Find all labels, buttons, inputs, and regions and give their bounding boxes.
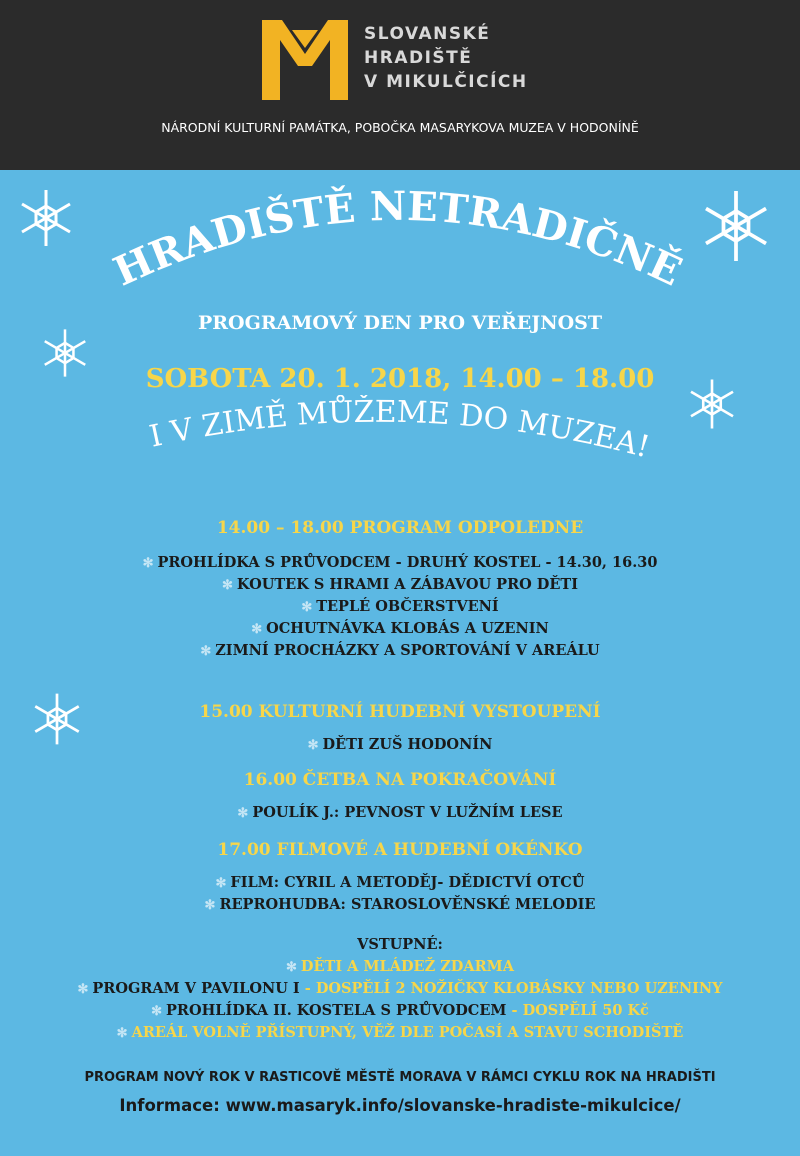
motto (0, 395, 800, 505)
snowflake-bullet-icon: ✻ (251, 622, 263, 637)
admission-line: ✻ PROGRAM V PAVILONU I - DOSPĚLÍ 2 NOŽIČKY KLOBÁSKY NEBO UZENINY (77, 980, 723, 997)
admission-line: ✻ PROHLÍDKA II. KOSTELA S PRŮVODCEM - DOSPĚLÍ 50 Kč (151, 1002, 649, 1019)
logo-line-3: V MIKULČICÍCH (364, 72, 528, 92)
list-item: ✻ ZIMNÍ PROCHÁZKY A SPORTOVÁNÍ V AREÁLU (200, 642, 600, 659)
snowflake-bullet-icon: ✻ (307, 738, 319, 753)
snowflake-bullet-icon: ✻ (221, 578, 233, 593)
series-note: PROGRAM NOVÝ ROK V RASTICOVĚ MĚSTĚ MORAVA V RÁMCI CYKLU ROK NA HRADIŠTI (84, 1070, 716, 1085)
logo-line-2: HRADIŠTĚ (364, 48, 473, 68)
section-heading: 16.00 ČETBA NA POKRAČOVÁNÍ (243, 770, 557, 790)
snowflake-bullet-icon: ✻ (77, 982, 89, 997)
svg-text:I V ZIMĚ MŮŽEME DO MUZEA! (146, 395, 653, 465)
logo-wordmark (364, 22, 528, 94)
list-item: ✻ OCHUTNÁVKA KLOBÁS A UZENIN (251, 620, 549, 637)
snowflake-bullet-icon: ✻ (237, 806, 249, 821)
svg-text:HRADIŠTĚ NETRADIČNĚ (107, 183, 689, 296)
program-day: PROGRAMOVÝ DEN PRO VEŘEJNOST (197, 312, 602, 334)
list-item: ✻ DĚTI ZUŠ HODONÍN (307, 736, 493, 753)
motto-text: I V ZIMĚ MŮŽEME DO MUZEA! (146, 395, 654, 466)
snowflake-bullet-icon: ✻ (286, 960, 297, 975)
snowflake-bullet-icon: ✻ (151, 1004, 162, 1019)
header-subtitle: NÁRODNÍ KULTURNÍ PAMÁTKA, POBOČKA MASARYKOVA MUZEA V HODONÍNĚ (161, 120, 639, 135)
title-text: HRADIŠTĚ NETRADIČNĚ (106, 182, 689, 296)
header-band (0, 0, 800, 170)
list-item: ✻ FILM: CYRIL A METODĚJ- DĚDICTVÍ OTCŮ (215, 874, 585, 891)
info-link[interactable]: Informace: www.masaryk.info/slovanske-hradiste-mikulcice/ (119, 1096, 681, 1115)
snowflake-bullet-icon: ✻ (204, 898, 216, 913)
snowflake-bullet-icon: ✻ (116, 1026, 128, 1041)
admission-line: ✻ AREÁL VOLNĚ PŘÍSTUPNÝ, VĚŽ DLE POČASÍ A STAVU SCHODIŠTĚ (116, 1024, 684, 1041)
snowflake-bullet-icon: ✻ (200, 644, 212, 659)
admission-line: ✻ DĚTI A MLÁDEŽ ZDARMA (286, 958, 514, 975)
admission-heading: VSTUPNÉ: (357, 936, 443, 953)
snowflake-bullet-icon: ✻ (301, 600, 313, 615)
section-heading: 15.00 KULTURNÍ HUDEBNÍ VYSTOUPENÍ (199, 702, 601, 722)
event-date: SOBOTA 20. 1. 2018, 14.00 – 18.00 (145, 364, 655, 394)
list-item: ✻ REPROHUDBA: STAROSLOVĚNSKÉ MELODIE (204, 896, 596, 913)
snowflake-bullet-icon: ✻ (215, 876, 227, 891)
logo-line-1: SLOVANSKÉ (364, 24, 491, 44)
list-item: ✻ PROHLÍDKA S PRŮVODCEM - DRUHÝ KOSTEL - 14.30, 16.30 (142, 554, 658, 571)
list-item: ✻ POULÍK J.: PEVNOST V LUŽNÍM LESE (237, 804, 563, 821)
museum-logo-icon (262, 20, 348, 100)
list-item: ✻ KOUTEK S HRAMI A ZÁBAVOU PRO DĚTI (221, 576, 579, 593)
section-heading: 17.00 FILMOVÉ A HUDEBNÍ OKÉNKO (217, 840, 583, 860)
snowflake-bullet-icon: ✻ (142, 556, 154, 571)
section-heading: 14.00 – 18.00 PROGRAM ODPOLEDNE (216, 518, 584, 538)
list-item: ✻ TEPLÉ OBČERSTVENÍ (301, 598, 499, 615)
